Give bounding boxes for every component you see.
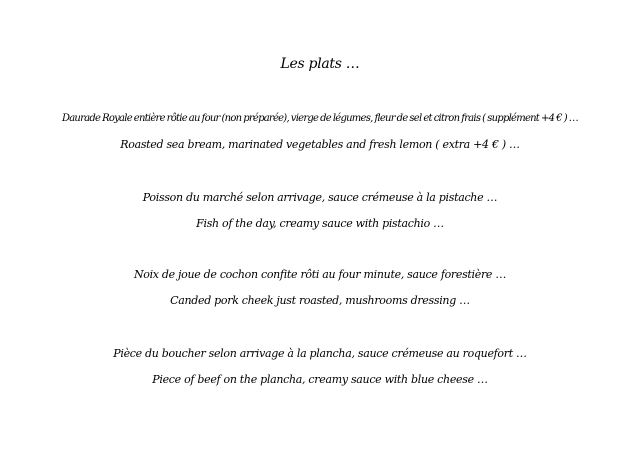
- dish-name-french: Noix de joue de cochon confite rôti au four minute, sauce forestière …: [133, 268, 507, 281]
- dish-name-english: Fish of the day, creamy sauce with pistachio …: [196, 217, 444, 230]
- dish-name-french: Pièce du boucher selon arrivage à la plancha, sauce crémeuse au roquefort …: [113, 347, 527, 360]
- dish-item: [0, 262, 640, 314]
- dish-name-english: Roasted sea bream, marinated vegetables and fresh lemon ( extra +4 € ) …: [120, 138, 520, 151]
- dish-item: [0, 341, 640, 393]
- dish-name-french: Poisson du marché selon arrivage, sauce crémeuse à la pistache …: [142, 191, 498, 204]
- dish-name-english: Piece of beef on the plancha, creamy sauce with blue cheese …: [152, 373, 488, 386]
- dish-item: [0, 185, 640, 237]
- menu-title: Les plats …: [280, 56, 360, 72]
- dish-name-english: Canded pork cheek just roasted, mushrooms dressing …: [170, 294, 470, 307]
- dish-name-french: Daurade Royale entière rôtie au four (non préparée), vierge de légumes, fleur de sel et citron frais ( supplément +4 € ) …: [61, 113, 579, 124]
- dish-item: [0, 106, 640, 158]
